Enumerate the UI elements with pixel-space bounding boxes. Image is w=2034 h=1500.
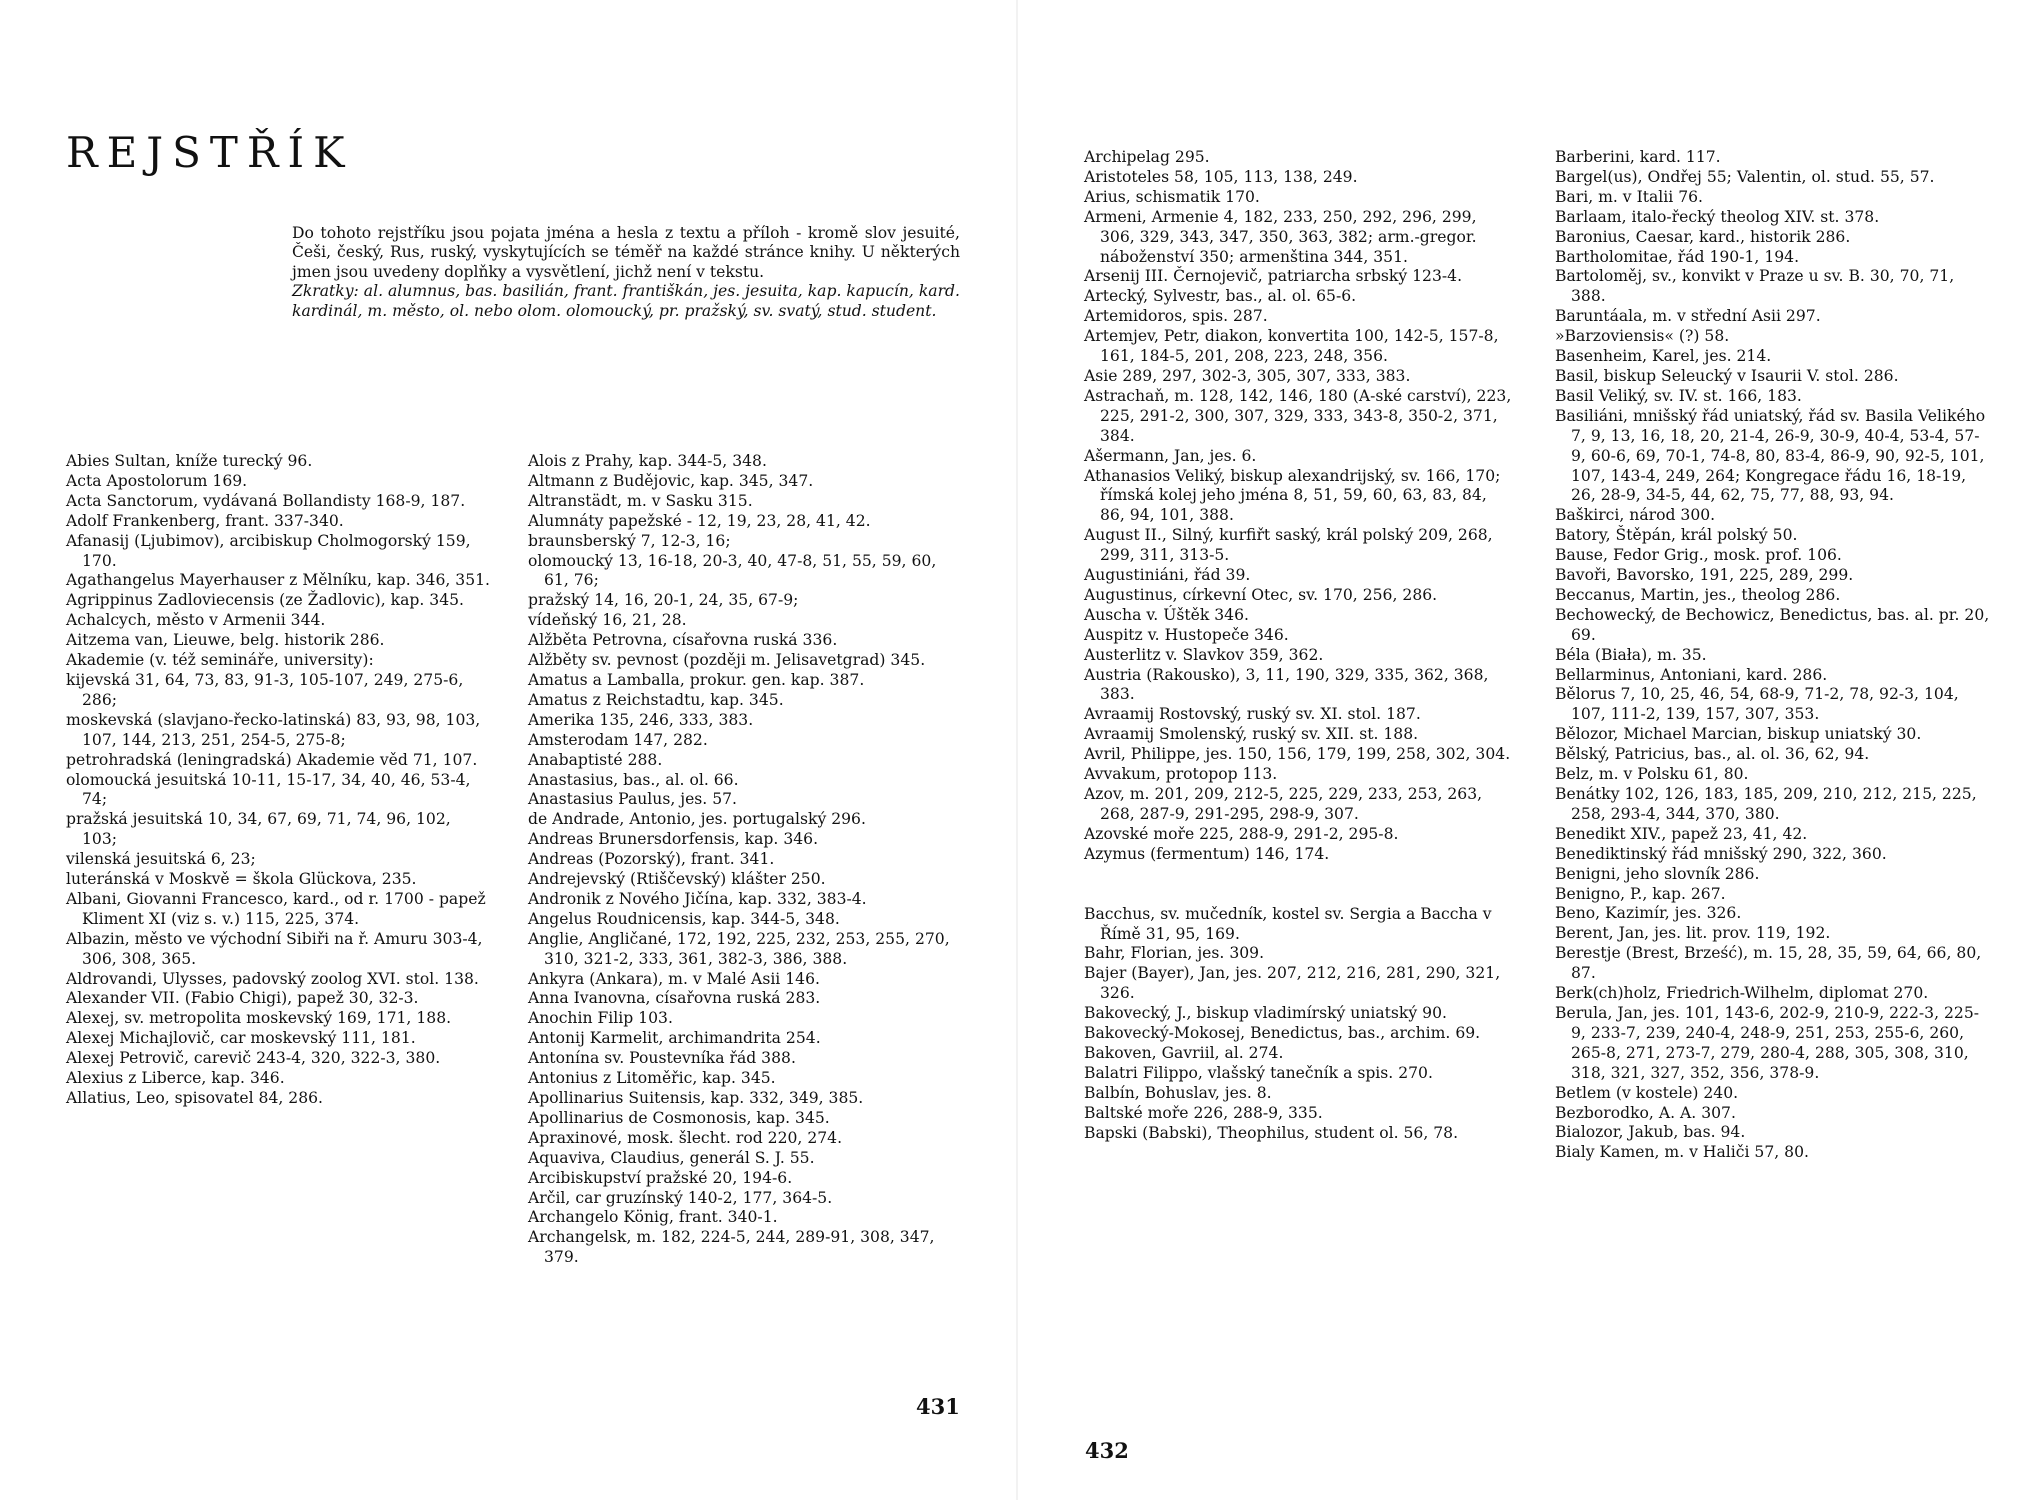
index-entry: Benigno, P., kap. 267. (1555, 884, 1726, 903)
index-entry: Béla (Biała), m. 35. (1555, 645, 1707, 664)
index-entry: Austria (Rakousko), 3, 11, 190, 329, 335, 362, 368, 383. (1084, 665, 1489, 704)
index-entry: Acta Apostolorum 169. (66, 471, 248, 490)
index-entry: Amatus z Reichstadtu, kap. 345. (528, 690, 784, 709)
index-entry: Basenheim, Karel, jes. 214. (1555, 347, 1772, 366)
index-entry: olomoucký 13, 16-18, 20-3, 40, 47-8, 51, 55, 59, 60, 61, 76; (528, 551, 937, 590)
index-entry: Basil, biskup Seleucký v Isaurii V. stol. 286. (1555, 366, 1899, 385)
index-column-1 (66, 452, 490, 1109)
index-entry: Bargel(us), Ondřej 55; Valentin, ol. stud. 55, 57. (1555, 167, 1935, 186)
index-entry: Alois z Prahy, kap. 344-5, 348. (528, 452, 767, 470)
index-entry: Alexej, sv. metropolita moskevský 169, 171, 188. (66, 1009, 452, 1028)
page-number-left: 431 (916, 1394, 960, 1419)
index-entry: Altmann z Budějovic, kap. 345, 347. (528, 471, 814, 490)
index-entry: braunsberský 7, 12-3, 16; (528, 531, 731, 550)
index-entry: de Andrade, Antonio, jes. portugalský 296. (528, 810, 866, 829)
right-page (1017, 0, 2034, 1500)
index-entry: Antonius z Litoměřic, kap. 345. (528, 1069, 776, 1088)
index-entry: Benediktinský řád mnišský 290, 322, 360. (1555, 844, 1887, 863)
index-entry: Aitzema van, Lieuwe, belg. historik 286. (66, 631, 385, 650)
index-entry: Bahr, Florian, jes. 309. (1084, 944, 1265, 963)
index-entry: Archangelsk, m. 182, 224-5, 244, 289-91, 308, 347, 379. (528, 1228, 935, 1267)
index-entry: Aristoteles 58, 105, 113, 138, 249. (1084, 167, 1358, 186)
index-entry: Andreas Brunersdorfensis, kap. 346. (528, 830, 819, 849)
index-entry: Antonij Karmelit, archimandrita 254. (528, 1029, 821, 1048)
index-entry: Azovské moře 225, 288-9, 291-2, 295-8. (1084, 824, 1399, 843)
index-entry: Benátky 102, 126, 183, 185, 209, 210, 212, 215, 225, 258, 293-4, 344, 370, 380. (1555, 785, 1977, 823)
index-entry: Augustinus, církevní Otec, sv. 170, 256, 286. (1084, 585, 1438, 604)
index-entry: Aquaviva, Claudius, generál S. J. 55. (528, 1148, 815, 1167)
index-entry: Alžběty sv. pevnost (později m. Jelisavetgrad) 345. (528, 651, 926, 670)
index-entry: Anglie, Angličané, 172, 192, 225, 232, 253, 255, 270, 310, 321-2, 333, 361, 382-3, 386, 388. (528, 929, 950, 968)
index-entry: Anastasius, bas., al. ol. 66. (528, 770, 739, 789)
index-entry: Berk(ch)holz, Friedrich-Wilhelm, diplomat 270. (1555, 984, 1929, 1003)
index-entry: Bartholomitae, řád 190-1, 194. (1555, 247, 1800, 266)
index-entry: Andreas (Pozorský), frant. 341. (528, 850, 775, 869)
index-entry: Betlem (v kostele) 240. (1555, 1083, 1739, 1102)
index-entry: Benigni, jeho slovník 286. (1555, 864, 1760, 883)
letter-gap (1084, 865, 1512, 905)
index-entry: Bialozor, Jakub, bas. 94. (1555, 1123, 1746, 1142)
index-entry: Baronius, Caesar, kard., historik 286. (1555, 227, 1851, 246)
index-entry: Artemidoros, spis. 287. (1084, 307, 1268, 326)
index-entry: Anabaptisté 288. (528, 750, 663, 769)
index-entry: Arčil, car gruzínský 140-2, 177, 364-5. (528, 1188, 833, 1207)
index-entry: Bělozor, Michael Marcian, biskup uniatský 30. (1555, 725, 1922, 744)
index-entry: Andrejevský (Rtiščevský) klášter 250. (528, 870, 826, 889)
index-entry: Bělský, Patricius, bas., al. ol. 36, 62, 94. (1555, 745, 1870, 764)
index-entry: Arcibiskupství pražské 20, 194-6. (528, 1168, 793, 1187)
index-entry: Aldrovandi, Ulysses, padovský zoolog XVI. stol. 138. (66, 969, 479, 988)
index-entry: Alumnáty papežské - 12, 19, 23, 28, 41, 42. (528, 511, 871, 530)
index-entry: Bavoři, Bavorsko, 191, 225, 289, 299. (1555, 566, 1854, 585)
index-entry: Anastasius Paulus, jes. 57. (528, 790, 738, 809)
index-entry: Barlaam, italo-řecký theolog XIV. st. 378. (1555, 207, 1880, 226)
index-entry: Ankyra (Ankara), m. v Malé Asii 146. (528, 969, 820, 988)
index-entry: Anochin Filip 103. (528, 1009, 673, 1028)
index-entry: Bakovecký-Mokosej, Benedictus, bas., archim. 69. (1084, 1024, 1481, 1043)
index-entry: Bause, Fedor Grig., mosk. prof. 106. (1555, 546, 1842, 565)
index-entry: Bari, m. v Italii 76. (1555, 187, 1704, 206)
index-entry: Afanasij (Ljubimov), arcibiskup Cholmogorský 159, 170. (66, 531, 471, 570)
index-entry: Archipelag 295. (1084, 148, 1210, 166)
index-entry: Artecký, Sylvestr, bas., al. ol. 65-6. (1084, 287, 1357, 306)
index-entry: Arius, schismatik 170. (1084, 187, 1260, 206)
index-entry: Bartoloměj, sv., konvikt v Praze u sv. B. 30, 70, 71, 388. (1555, 267, 1955, 306)
index-entry: Bělorus 7, 10, 25, 46, 54, 68-9, 71-2, 78, 92-3, 104, 107, 111-2, 139, 157, 307, 353. (1555, 685, 1959, 724)
index-entry: Alexander VII. (Fabio Chigi), papež 30, 32-3. (66, 989, 419, 1008)
index-entry: olomoucká jesuitská 10-11, 15-17, 34, 40, 46, 53-4, 74; (66, 770, 471, 809)
index-entry: Angelus Roudnicensis, kap. 344-5, 348. (528, 909, 840, 928)
index-entry: luteránská v Moskvě = škola Glückova, 235. (66, 870, 417, 889)
index-group-a (1084, 148, 1512, 865)
abbreviations-text: Zkratky: al. alumnus, bas. basilián, frant. františkán, jes. jesuita, kap. kapucín, kard. kardinál, m. město, ol. nebo olom. olomoucký, pr. pražský, sv. svatý, stud. student. (292, 282, 960, 320)
index-entry: Andronik z Nového Jičína, kap. 332, 383-4. (528, 889, 867, 908)
index-entry: Amerika 135, 246, 333, 383. (528, 710, 754, 729)
index-entry: Antonína sv. Poustevníka řád 388. (528, 1049, 796, 1068)
index-entry: Agrippinus Zadloviecensis (ze Žadlovic), kap. 345. (66, 591, 465, 610)
index-entry: Acta Sanctorum, vydávaná Bollandisty 168-9, 187. (66, 491, 466, 510)
index-entry: August II., Silný, kurfiřt saský, král polský 209, 268, 299, 311, 313-5. (1084, 526, 1493, 565)
index-entry: Abies Sultan, kníže turecký 96. (66, 452, 313, 470)
index-entry: vilenská jesuitská 6, 23; (66, 850, 256, 869)
index-entry: Asie 289, 297, 302-3, 305, 307, 333, 383. (1084, 366, 1411, 385)
index-entry: Auscha v. Úštěk 346. (1084, 605, 1249, 624)
index-entry: Armeni, Armenie 4, 182, 233, 250, 292, 296, 299, 306, 329, 343, 347, 350, 363, 382; arm.-gregor. náboženství 350; armenština 344, 351. (1084, 207, 1477, 266)
index-entry: Adolf Frankenberg, frant. 337-340. (66, 511, 344, 530)
index-entry: Baškirci, národ 300. (1555, 506, 1716, 525)
index-entry: Balatri Filippo, vlašský tanečník a spis. 270. (1084, 1063, 1433, 1082)
index-entry: Bialy Kamen, m. v Haliči 57, 80. (1555, 1143, 1809, 1162)
index-entry: Albazin, město ve východní Sibiři na ř. Amuru 303-4, 306, 308, 365. (66, 929, 483, 968)
index-column-3 (1084, 148, 1512, 1144)
index-entry: Avraamij Rostovský, ruský sv. XI. stol. 187. (1084, 705, 1421, 724)
index-group-b (1084, 905, 1512, 1144)
index-entry: Anna Ivanovna, císařovna ruská 283. (528, 989, 821, 1008)
index-column-2 (528, 452, 958, 1268)
index-entry: Alžběta Petrovna, císařovna ruská 336. (528, 631, 838, 650)
index-entry: Bajer (Bayer), Jan, jes. 207, 212, 216, 281, 290, 321, 326. (1084, 964, 1501, 1003)
index-entry: Albani, Giovanni Francesco, kard., od r. 1700 - papež Kliment XI (viz s. v.) 115, 225, 374. (66, 889, 486, 928)
index-entry: Benedikt XIV., papež 23, 41, 42. (1555, 824, 1808, 843)
index-entry: Bechowecký, de Bechowicz, Benedictus, bas. al. pr. 20, 69. (1555, 605, 1990, 644)
index-entry: pražský 14, 16, 20-1, 24, 35, 67-9; (528, 591, 799, 610)
index-entry: petrohradská (leningradská) Akademie věd 71, 107. (66, 750, 478, 769)
index-entry: kijevská 31, 64, 73, 83, 91-3, 105-107, 249, 275-6, 286; (66, 670, 464, 709)
index-entry: Akademie (v. též semináře, university): (66, 651, 374, 670)
index-entry: Bellarminus, Antoniani, kard. 286. (1555, 665, 1828, 684)
index-entry: Bakovecký, J., biskup vladimírský uniatský 90. (1084, 1004, 1447, 1023)
index-entry: Belz, m. v Polsku 61, 80. (1555, 765, 1749, 784)
index-entry: Baruntáala, m. v střední Asii 297. (1555, 307, 1821, 326)
index-entry: Apollinarius de Cosmonosis, kap. 345. (528, 1108, 830, 1127)
index-entry: Bakoven, Gavriil, al. 274. (1084, 1043, 1284, 1062)
index-entry: moskevská (slavjano-řecko-latinská) 83, 93, 98, 103, 107, 144, 213, 251, 254-5, 275-8; (66, 710, 481, 749)
index-entry: Ašermann, Jan, jes. 6. (1084, 446, 1257, 465)
index-entry: Amsterodam 147, 282. (528, 730, 708, 749)
index-entry: Austerlitz v. Slavkov 359, 362. (1084, 645, 1324, 664)
index-column-4 (1555, 148, 1991, 1163)
index-entry: Agathangelus Mayerhauser z Mělníku, kap. 346, 351. (66, 571, 491, 590)
index-entry: Alexius z Liberce, kap. 346. (66, 1069, 285, 1088)
index-entry: Berula, Jan, jes. 101, 143-6, 202-9, 210-9, 222-3, 225-9, 233-7, 239, 240-4, 248-9, 251, 253, 255-6, 260, 265-8, 271, 273-7, 279, 280-4, 288, 305, 308, 310, 318, 321, 327, 352, 356, 378-9. (1555, 1003, 1980, 1082)
index-entry: Baltské moře 226, 288-9, 335. (1084, 1103, 1323, 1122)
index-entry: Artemjev, Petr, diakon, konvertita 100, 142-5, 157-8, 161, 184-5, 201, 208, 223, 248, 356. (1084, 327, 1499, 366)
index-entry: Berent, Jan, jes. lit. prov. 119, 192. (1555, 924, 1831, 943)
index-entry: Augustiniáni, řád 39. (1084, 566, 1251, 585)
index-entry: Azov, m. 201, 209, 212-5, 225, 229, 233, 253, 263, 268, 287-9, 291-295, 298-9, 307. (1084, 785, 1483, 823)
index-entry: Bezborodko, A. A. 307. (1555, 1103, 1736, 1122)
index-entry: Achalcych, město v Armenii 344. (66, 611, 326, 630)
index-entry: Apollinarius Suitensis, kap. 332, 349, 385. (528, 1089, 864, 1107)
index-entry: Alexej Michajlovič, car moskevský 111, 181. (66, 1029, 416, 1048)
index-entry: Astrachaň, m. 128, 142, 146, 180 (A-ské carství), 223, 225, 291-2, 300, 307, 329, 333, 343-8, 350-2, 371, 384. (1084, 386, 1512, 445)
index-entry: Altranstädt, m. v Sasku 315. (528, 491, 753, 510)
index-entry: Azymus (fermentum) 146, 174. (1084, 844, 1330, 863)
index-entry: Basiliáni, mnišský řád uniatský, řád sv. Basila Velikého 7, 9, 13, 16, 18, 20, 21-4, 26-9, 30-9, 40-4, 53-4, 57-9, 60-6, 69, 70-1, 74-8, 80, 83-4, 86-9, 90, 92-5, 101, 107, 143-4, 249, 264; Kongregace řádu 16, 18-19, 26, 28-9, 34-5, 44, 62, 75, 77, 88, 93, 94. (1555, 406, 1986, 505)
index-entry: vídeňský 16, 21, 28. (528, 611, 687, 630)
index-entry: Bapski (Babski), Theophilus, student ol. 56, 78. (1084, 1123, 1459, 1142)
index-entry: Arsenij III. Černojevič, patriarcha srbský 123-4. (1084, 267, 1463, 286)
index-entry: »Barzoviensis« (?) 58. (1555, 327, 1730, 346)
index-entry: Alexej Petrovič, carevič 243-4, 320, 322-3, 380. (66, 1049, 441, 1068)
index-entry: Auspitz v. Hustopeče 346. (1084, 625, 1289, 644)
page-number-right: 432 (1085, 1438, 1129, 1463)
index-entry: Allatius, Leo, spisovatel 84, 286. (66, 1089, 324, 1107)
intro-text: Do tohoto rejstříku jsou pojata jména a hesla z textu a příloh - kromě slov jesuité, Češi, český, Rus, ruský, vyskytujících se téměř na každé stránce knihy. U některých jmen jsou uvedeny doplňky a vysvětlení, jichž není v tekstu. (292, 224, 960, 281)
index-entry: Beccanus, Martin, jes., theolog 286. (1555, 585, 1841, 604)
index-entry: Amatus a Lamballa, prokur. gen. kap. 387. (528, 670, 865, 689)
index-entry: Archangelo König, frant. 340-1. (528, 1208, 778, 1227)
index-entry: Bacchus, sv. mučedník, kostel sv. Sergia a Baccha v Římě 31, 95, 169. (1084, 904, 1492, 943)
index-entry: Balbín, Bohuslav, jes. 8. (1084, 1083, 1272, 1102)
index-entry: Athanasios Veliký, biskup alexandrijský, sv. 166, 170; římská kolej jeho jména 8, 51, 59, 60, 63, 83, 84, 86, 94, 101, 388. (1084, 466, 1501, 525)
index-entry: pražská jesuitská 10, 34, 67, 69, 71, 74, 96, 102, 103; (66, 810, 451, 849)
page-title: REJSTŘÍK (66, 128, 354, 177)
index-entry: Avraamij Smolenský, ruský sv. XII. st. 188. (1084, 725, 1419, 744)
index-entry: Avril, Philippe, jes. 150, 156, 179, 199, 258, 302, 304. (1084, 745, 1511, 764)
index-entry: Apraxinové, mosk. šlecht. rod 220, 274. (528, 1128, 843, 1147)
index-entry: Basil Veliký, sv. IV. st. 166, 183. (1555, 386, 1802, 405)
index-entry: Avvakum, protopop 113. (1084, 765, 1278, 784)
index-entry: Barberini, kard. 117. (1555, 148, 1721, 166)
index-entry: Beno, Kazimír, jes. 326. (1555, 904, 1742, 923)
index-entry: Berestje (Brest, Brześć), m. 15, 28, 35, 59, 64, 66, 80, 87. (1555, 944, 1982, 983)
index-entry: Batory, Štěpán, král polský 50. (1555, 526, 1798, 545)
intro-note (292, 224, 960, 321)
